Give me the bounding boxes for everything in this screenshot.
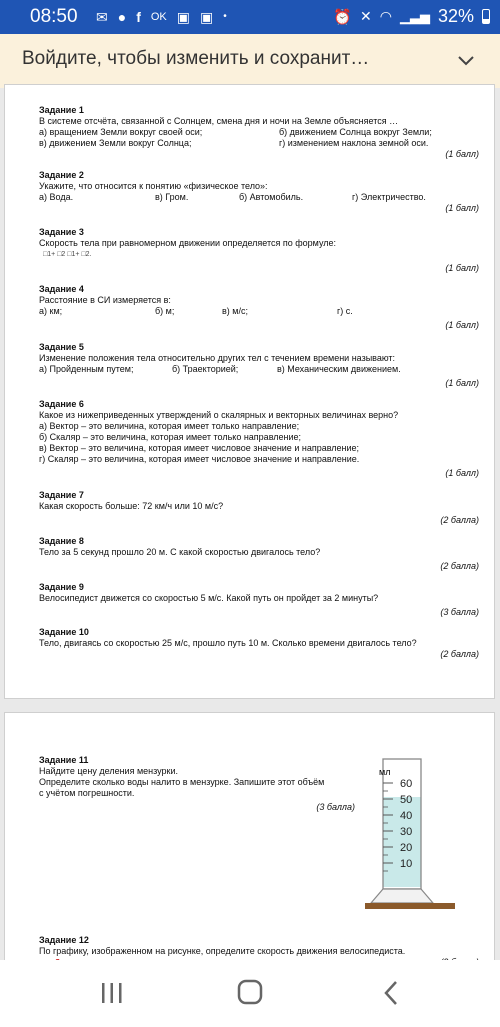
task-option: б) движением Солнца вокруг Земли;	[279, 127, 432, 137]
status-bar	[0, 0, 500, 34]
task-4	[39, 284, 479, 331]
task-score: (1 балл)	[445, 263, 479, 273]
task-line: Найдите цену деления мензурки.	[39, 766, 179, 776]
task-score: (3 балла)	[440, 607, 479, 617]
task-3	[39, 227, 479, 274]
signal-icon: ▁▃▅	[399, 8, 430, 24]
task-6	[39, 399, 479, 479]
banner-title: Войдите, чтобы изменить и сохранит…	[22, 48, 370, 69]
task-title: Задание 6	[39, 399, 84, 409]
task-title: Задание 10	[39, 627, 89, 637]
task-score: (1 балл)	[445, 203, 479, 213]
task-title: Задание 3	[39, 227, 84, 237]
cylinder-tick-label: 30	[400, 826, 413, 838]
cylinder-tick-label: 20	[400, 842, 413, 854]
cylinder-tick-label: 50	[400, 794, 413, 806]
task-question: Укажите, что относится к понятию «физическое тело»:	[39, 181, 268, 191]
task-question: По графику, изображенном на рисунке, определите скорость движения велосипедиста.	[39, 946, 406, 956]
facebook-icon: f	[136, 9, 141, 25]
cylinder-tick-label: 10	[400, 858, 413, 870]
task-option: г) Электричество.	[352, 192, 426, 202]
home-button[interactable]	[230, 978, 270, 1008]
task-10	[39, 627, 479, 660]
task-option: б) м;	[155, 306, 175, 316]
task-option: в) движением Земли вокруг Солнца;	[39, 138, 192, 148]
task-option: а) вращением Земли вокруг своей оси;	[39, 127, 203, 137]
measuring-cylinder	[365, 753, 455, 915]
task-2	[39, 170, 479, 214]
task-option: а) Вода.	[39, 192, 74, 202]
task-title: Задание 9	[39, 582, 84, 592]
back-button[interactable]	[372, 978, 412, 1008]
wifi-icon: ◠	[379, 8, 392, 24]
task-question: Тело, двигаясь со скоростью 25 м/с, прошло путь 10 м. Сколько времени двигалось тело?	[39, 638, 417, 648]
task-question: Велосипедист движется со скоростью 5 м/с. Какой путь он пройдет за 2 минуты?	[39, 593, 379, 603]
task-title: Задание 2	[39, 170, 84, 180]
task-title: Задание 5	[39, 342, 84, 352]
task-option: г) с.	[337, 306, 353, 316]
image-icon: ▣	[176, 9, 191, 25]
task-score: (1 балл)	[445, 320, 479, 330]
alarm-icon: ⏰	[333, 8, 353, 26]
task-7	[39, 490, 479, 526]
task-score: (2 балла)	[440, 561, 479, 571]
task-title: Задание 11	[39, 755, 89, 765]
battery-icon	[482, 9, 490, 24]
task-option: в) м/с;	[222, 306, 248, 316]
task-5	[39, 342, 479, 389]
cylinder-tick-label: 60	[400, 778, 413, 790]
task-title: Задание 7	[39, 490, 84, 500]
task-score: (2 балла)	[440, 649, 479, 659]
task-option: б) Автомобиль.	[239, 192, 304, 202]
task-option: а) км;	[39, 306, 63, 316]
task-option: а) Вектор – это величина, которая имеет только направление;	[39, 421, 300, 431]
task-title: Задание 4	[39, 284, 84, 294]
task-option: г) Скаляр – это величина, которая имеет числовое значение и направление.	[39, 454, 360, 464]
task-title: Задание 1	[39, 105, 84, 115]
chat-icon: ●	[117, 9, 127, 25]
task-line: с учётом погрешности.	[39, 788, 135, 798]
battery-text: 32%	[437, 6, 474, 26]
task-question: Скорость тела при равномерном движении определяется по формуле:	[39, 238, 337, 248]
task-question: Какая скорость больше: 72 км/ч или 10 м/с?	[39, 501, 224, 511]
task-8	[39, 536, 479, 572]
task-question: Изменение положения тела относительно других тел с течением времени называют:	[39, 353, 396, 363]
cylinder-unit: мл	[379, 767, 391, 777]
task-score: (2 балла)	[440, 515, 479, 525]
task-title: Задание 8	[39, 536, 84, 546]
ok-icon: OK	[150, 11, 167, 23]
task-option: в) Вектор – это величина, которая имеет числовое значение и направление;	[39, 443, 360, 453]
task-9	[39, 582, 479, 618]
task-score: (1 балл)	[445, 468, 479, 478]
task-formula: □1+ □2 □1+ □2.	[43, 251, 92, 258]
task-option: в) Гром.	[155, 192, 189, 202]
task-question: В системе отсчёта, связанной с Солнцем, смена дня и ночи на Земле объясняется …	[39, 116, 399, 126]
task-score: (1 балл)	[445, 149, 479, 159]
task-score: (3 балла)	[316, 802, 355, 812]
document-page-1	[4, 84, 495, 699]
task-score: (1 балл)	[445, 378, 479, 388]
document-page-2	[4, 712, 495, 972]
android-nav-bar	[0, 960, 500, 1027]
status-time: 08:50	[30, 6, 78, 27]
task-option: б) Скаляр – это величина, которая имеет только направление;	[39, 432, 302, 442]
task-title: Задание 12	[39, 935, 89, 945]
dot-icon: •	[223, 11, 227, 22]
task-11	[39, 755, 359, 813]
task-question: Расстояние в СИ измеряется в:	[39, 295, 171, 305]
cylinder-tick-label: 40	[400, 810, 413, 822]
signin-banner[interactable]	[0, 34, 500, 89]
gallery-icon: ▣	[200, 9, 214, 25]
recent-apps-button[interactable]	[92, 978, 132, 1008]
task-option: г) изменением наклона земной оси.	[279, 138, 429, 148]
task-question: Тело за 5 секунд прошло 20 м. С какой скоростью двигалось тело?	[39, 547, 321, 557]
task-option: а) Пройденным путем;	[39, 364, 134, 374]
task-option: б) Траекторией;	[172, 364, 239, 374]
message-icon: ✉	[96, 9, 108, 25]
task-line: Определите сколько воды налито в мензурке. Запишите этот объём	[39, 777, 325, 787]
task-option: в) Механическим движением.	[277, 364, 401, 374]
task-question: Какое из нижеприведенных утверждений о скалярных и векторных величинах верно?	[39, 410, 399, 420]
document-viewer[interactable]	[0, 88, 500, 960]
task-1	[39, 105, 479, 160]
mute-icon: ✕	[360, 8, 372, 24]
chevron-down-icon[interactable]	[456, 50, 476, 70]
